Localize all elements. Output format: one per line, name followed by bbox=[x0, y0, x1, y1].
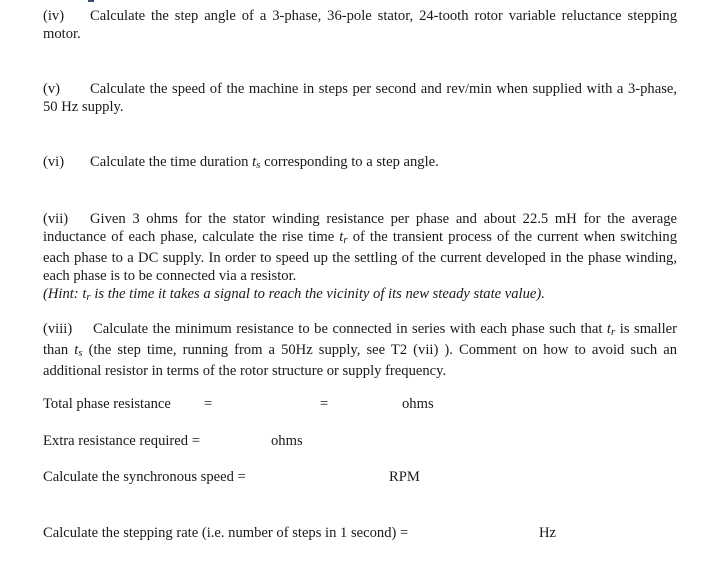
question-vi-text: Calculate the time duration bbox=[90, 154, 253, 170]
question-iv-text: Calculate the step angle of a 3-phase, 36-pole stator, 24-tooth rotor variable reluctance stepping motor. bbox=[43, 8, 677, 42]
hint-prefix: (Hint: bbox=[43, 286, 83, 302]
hint-var-t: t bbox=[82, 286, 87, 302]
var-t: t bbox=[74, 342, 79, 358]
var-t-subscript: s bbox=[256, 159, 261, 171]
var-t: t bbox=[252, 154, 257, 170]
question-vi bbox=[43, 153, 677, 174]
hz-unit: Hz bbox=[539, 525, 557, 541]
var-t-subscript: s bbox=[78, 347, 83, 359]
equals-sign: = bbox=[204, 396, 213, 412]
stepping-rate-label: Calculate the stepping rate (i.e. number of steps in 1 second) = bbox=[43, 525, 409, 541]
page-top-fragment bbox=[88, 0, 94, 2]
question-viii-text-mid: is smaller than bbox=[43, 321, 677, 358]
question-vii-text: Given 3 ohms for the stator winding resistance per phase and about 22.5 mH for the average inductance of each phase, calculate the rise time bbox=[43, 211, 677, 245]
ohms-unit: ohms bbox=[271, 433, 303, 449]
hint-text: is the time it takes a signal to reach the vicinity of its new steady state value). bbox=[90, 286, 545, 302]
extra-resistance-label: Extra resistance required = bbox=[43, 433, 200, 449]
question-vii-number: (vii) bbox=[43, 211, 69, 227]
hint-var-subscript: r bbox=[86, 291, 91, 303]
question-vii bbox=[43, 210, 677, 306]
synchronous-speed-label: Calculate the synchronous speed = bbox=[43, 469, 246, 485]
question-v-number: (v) bbox=[43, 81, 61, 97]
var-t-subscript: r bbox=[343, 234, 348, 246]
question-iv bbox=[43, 7, 677, 43]
total-phase-resistance-label: Total phase resistance bbox=[43, 396, 171, 412]
question-viii-number: (viii) bbox=[43, 321, 73, 337]
question-viii-text-end: (the step time, running from a 50Hz supply, see T2 (vii) ). Comment on how to avoid such an additional resistor in terms of the rotor structure or supply frequency. bbox=[43, 342, 677, 379]
var-t: t bbox=[606, 321, 611, 337]
question-vi-text-end: corresponding to a step angle. bbox=[260, 154, 439, 170]
question-v bbox=[43, 80, 677, 116]
question-v-text: Calculate the speed of the machine in steps per second and rev/min when supplied with a 3-phase, 50 Hz supply. bbox=[43, 81, 677, 115]
rpm-unit: RPM bbox=[389, 469, 420, 485]
question-viii-text: Calculate the minimum resistance to be connected in series with each phase such that bbox=[93, 321, 607, 337]
question-vii-text-end: of the transient process of the current when switching each phase to a DC supply. In order to speed up the settling of the current developed in the phase winding, each phase is to be connected via a resistor. bbox=[43, 229, 677, 284]
equals-sign: = bbox=[320, 396, 329, 412]
ohms-unit: ohms bbox=[402, 396, 434, 412]
var-t: t bbox=[339, 229, 344, 245]
question-iv-number: (iv) bbox=[43, 8, 65, 24]
hint bbox=[43, 286, 545, 302]
var-t-subscript: r bbox=[610, 326, 616, 338]
question-vi-number: (vi) bbox=[43, 154, 65, 170]
question-viii bbox=[43, 320, 677, 380]
